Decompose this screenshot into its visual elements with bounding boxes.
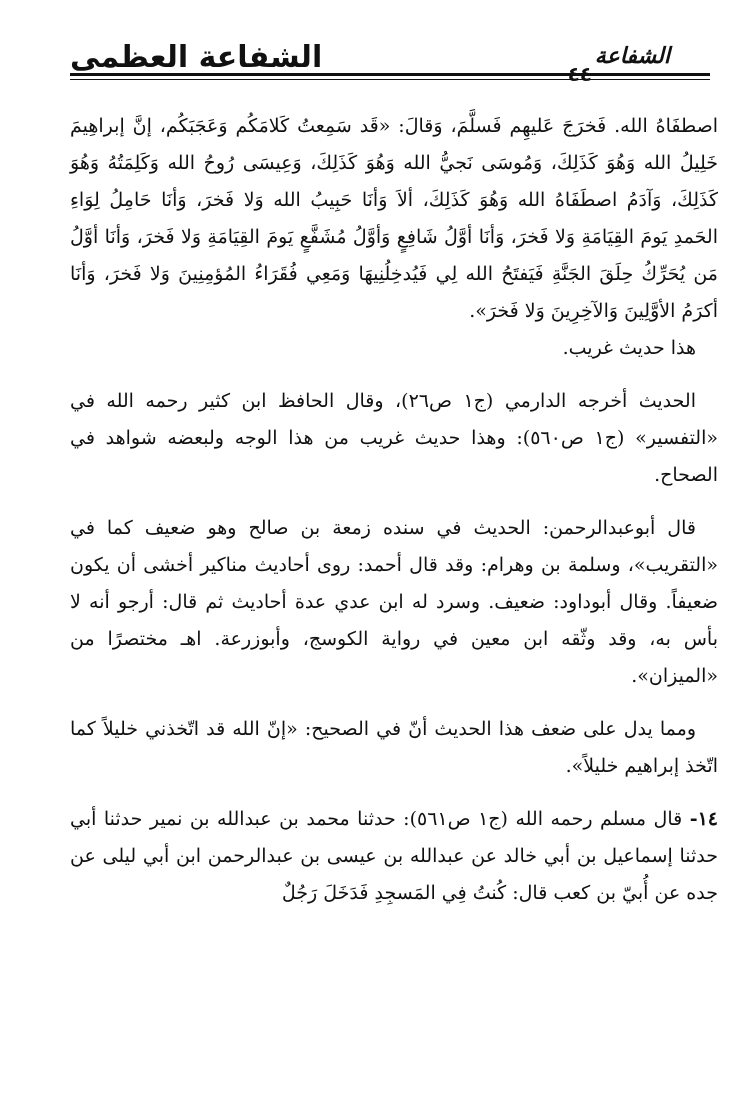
header-rule-thin xyxy=(70,79,710,80)
running-title: الشفاعة العظمى xyxy=(70,40,323,75)
hadith-14-text: قال مسلم رحمه الله (ج١ ص٥٦١): حدثنا محمد بن عبدالله بن نمير حدثنا أبي حدثنا إسماعيل بن أبي خالد عن عبدالله بن عيسى بن عبدالرحمن ابن أبي ليلى عن جده عن أُبيّ بن كعب قال: كُنتُ فِي المَسجِدِ فَدَخَلَ رَجُلٌ xyxy=(70,808,718,904)
commentary-paragraph: قال أبوعبدالرحمن: الحديث في سنده زمعة بن صالح وهو ضعيف كما في «التقريب»، وسلمة بن وهرام: وقد قال أحمد: روى أحاديث مناكير أخشى أن يكون ضعيفاً. وقال أبوداود: ضعيف. وسرد له ابن عدي عدة أحاديث ثم قال: أرجو أنه لا بأس به، وقد وثّقه ابن معين في رواية الكوسج، وأبوزرعة. اهـ مختصرًا من «الميزان». xyxy=(70,517,718,687)
page-header xyxy=(70,40,710,102)
hadith-number: ١٤- xyxy=(689,808,718,830)
book-logo: الشفاعة xyxy=(594,44,670,69)
gharib-note: هذا حديث غريب. xyxy=(562,337,696,359)
header-rule xyxy=(70,73,710,76)
takhrij-paragraph: الحديث أخرجه الدارمي (ج١ ص٢٦)، وقال الحافظ ابن كثير رحمه الله في «التفسير» (ج١ ص٥٦٠): وهذا حديث غريب من هذا الوجه ولبعضه شواهد في الصحاح. xyxy=(70,390,719,486)
hadith-text: اصطفَاهُ الله. فَخرَجَ عَليهِم فَسلَّمَ، وَقالَ: «قَد سَمِعتُ كَلامَكُم وَعَجَبَكُم، إنَّ إبراهِيمَ خَلِيلُ الله وَهُوَ كَذَلِكَ، وَمُوسَى نَجيُّ الله وَهُوَ كَذَلِكَ، وَعِيسَى رُوحُ الله وَكَلِمَتُهُ وَهُوَ كَذَلِكَ، وَآدَمُ اصطَفَاهُ الله وَهُوَ كَذَلِكَ، ألاَ وَأنَا حَبِيبُ الله وَلا فَخرَ، وَأنَا حَامِلُ لِوَاءِ الحَمدِ يَومَ القِيَامَةِ وَلا فَخرَ، وَأنَا أوَّلُ شَافِعٍ وَأوَّلُ مُشَفَّعٍ يَومَ القِيَامَةِ وَلا فَخرَ، وَأنَا أوَّلُ مَن يُحَرِّكُ حِلَقَ الجَنَّةِ فَيَفتَحُ الله لِي فَيُدخِلُنِيهَا وَمَعِي فُقَرَاءُ المُؤمِنِينَ وَلا فَخرَ، وَأنَا أكرَمُ الأوَّلِينَ وَالآخِرِينَ وَلا فَخرَ». xyxy=(70,115,718,322)
page-number: ٤٤ xyxy=(567,62,592,86)
numbered-hadith-14 xyxy=(70,801,718,912)
page-body xyxy=(70,108,718,912)
evidence-paragraph: ومما يدل على ضعف هذا الحديث أنّ في الصحيح: «إنّ الله قد اتّخذني خليلاً كما اتّخذ إبراهيم خليلاً». xyxy=(70,718,718,777)
